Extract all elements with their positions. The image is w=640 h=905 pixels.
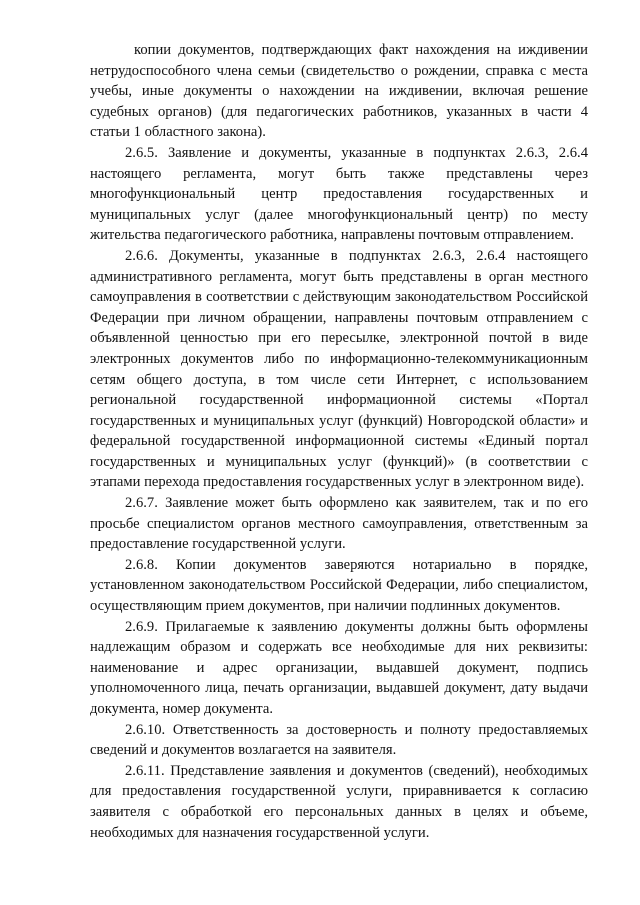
paragraph-2-6-5: 2.6.5. Заявление и документы, указанные в подпунктах 2.6.3, 2.6.4 настоящего регламента, могут быть также представлены через многофункциональный центр предоставления государственных и муниципальных услуг (далее многофункциональный центр) по месту жительства педагогического работника, направлены почтовым отправлением.: [90, 144, 588, 244]
paragraph-2-6-7: 2.6.7. Заявление может быть оформлено как заявителем, так и по его просьбе специалистом органов местного самоуправления, ответственным за предоставление государственной услуги.: [90, 495, 588, 553]
document-page: [90, 40, 588, 843]
paragraph-2-6-6: 2.6.6. Документы, указанные в подпунктах 2.6.3, 2.6.4 настоящего административного регламента, могут быть представлены в орган местного самоуправления в соответствии с действующим законодательством Российской Федерации при личном обращении, направлены почтовым отправлением с объявленной ценностью при его пересылке, электронной почтой в виде электронных документов либо по информационно-телекоммуникационным сетям общего доступа, в том числе сети Интернет, с использованием региональной государственной информационной системы «Портал государственных и муниципальных услуг (функций) Новгородской области» и федеральной государственной информационной системы «Единый портал государственных и муниципальных услуг (функций)» (в соответствии с этапами перехода предоставления государственных услуг в электронном виде).: [90, 247, 588, 491]
paragraph-2-6-11: 2.6.11. Представление заявления и документов (сведений), необходимых для предоставления государственной услуги, приравнивается к согласию заявителя с обработкой его персональных данных в целях и объеме, необходимых для назначения государственной услуги.: [90, 762, 588, 841]
paragraph-2-6-8: 2.6.8. Копии документов заверяются нотариально в порядке, установленном законодательством Российской Федерации, либо специалистом, осуществляющим прием документов, при наличии подлинных документов.: [90, 556, 588, 615]
paragraph-2-6-9: 2.6.9. Прилагаемые к заявлению документы должны быть оформлены надлежащим образом и содержать все необходимые для них реквизиты: наименование и адрес организации, выдавшей документ, подпись уполномоченного лица, печать организации, выдавшей документ, дату выдачи документа, номер документа.: [90, 618, 588, 717]
paragraph-2-6-10: 2.6.10. Ответственность за достоверность и полноту предоставляемых сведений и документов возлагается на заявителя.: [90, 721, 588, 759]
paragraph-dependents-documents: копии документов, подтверждающих факт нахождения на иждивении нетрудоспособного члена семьи (свидетельство о рождении, справка с места учебы, иные документы о нахождении на иждивении, включая решение судебных органов) (для педагогических работников, указанных в части 4 статьи 1 областного закона).: [90, 42, 588, 141]
